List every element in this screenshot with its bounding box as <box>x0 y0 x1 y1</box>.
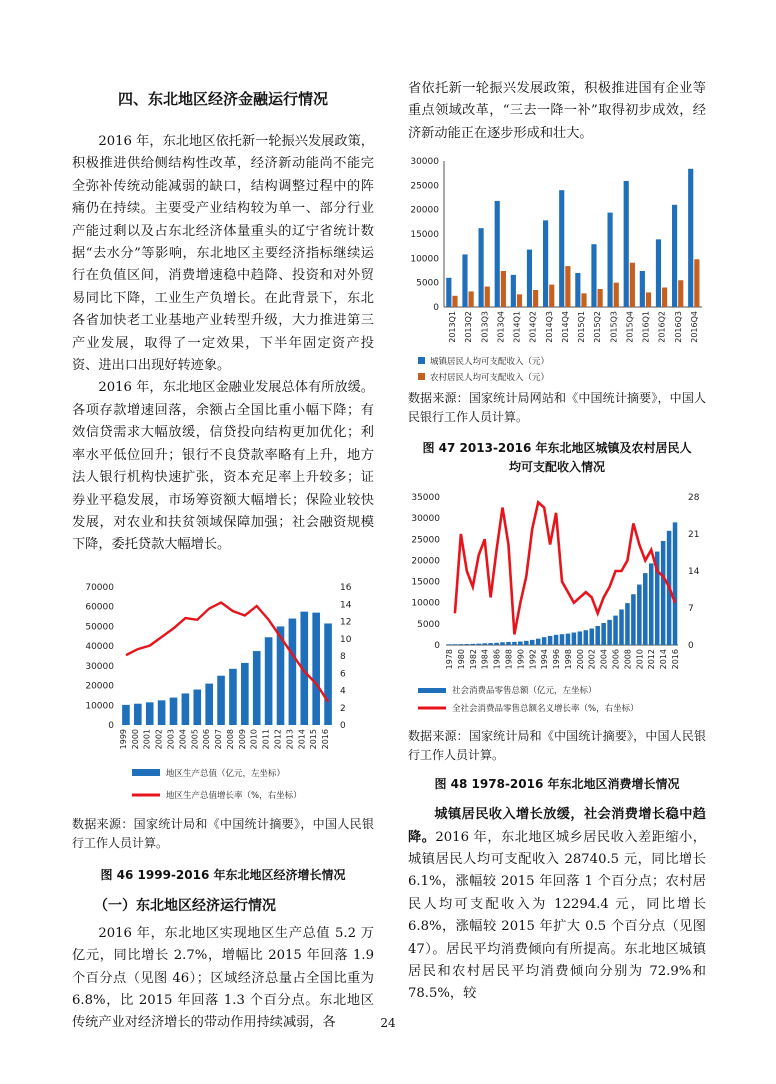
urban-income-bar <box>511 275 516 307</box>
x-tick-label: 2014 <box>297 728 307 750</box>
gdp-bar <box>170 697 178 724</box>
y-left-tick-label: 15000 <box>411 577 440 588</box>
x-tick-label: 2004 <box>599 649 609 670</box>
gdp-bar <box>324 623 332 725</box>
y-right-tick-label: 10 <box>340 634 352 645</box>
x-tick-label: 2016Q3 <box>673 311 683 343</box>
y-left-tick-label: 30000 <box>85 661 114 672</box>
urban-income-bar <box>543 221 548 308</box>
retail-sales-bar <box>637 585 642 645</box>
left-column <box>72 78 374 1035</box>
x-tick-label: 1986 <box>492 649 502 670</box>
retail-sales-bar <box>649 564 654 646</box>
rural-income-bar <box>598 289 603 307</box>
x-tick-label: 2006 <box>611 649 621 670</box>
x-tick-label: 2009 <box>237 728 247 750</box>
gdp-bar <box>241 663 249 725</box>
retail-sales-bar <box>572 633 577 645</box>
finance-paragraph: 2016 年，东北地区金融业发展总体有所放缓。各项存款增速回落，余额占全国比重小幅下降；有效信贷需求大幅放缓，信贷投向结构更加优化；利率水平低位回升；银行不良贷款率略有上升，地方法人银行机构快速扩张，资本充足率上升较多；证券业平稳发展，市场筹资额大幅增长；保险业较快发展，对农业和扶贫领域保障加强；社会融资规模下降，委托贷款大幅增长。 <box>72 380 374 553</box>
urban-income-bar <box>591 244 596 307</box>
y-left-tick-label: 70000 <box>85 582 114 593</box>
urban-income-bar <box>495 201 500 307</box>
retail-sales-bar <box>584 630 589 645</box>
x-tick-label: 2016Q4 <box>689 311 699 343</box>
retail-sales-bar <box>589 629 594 645</box>
retail-sales-bar <box>595 626 600 645</box>
urban-income-bar <box>656 240 661 308</box>
retail-sales-bar <box>453 644 458 645</box>
urban-income-bar <box>559 190 564 307</box>
y-right-tick-label: 16 <box>340 582 352 593</box>
rural-income-bar <box>452 296 457 307</box>
figure-48-caption: 图 48 1978-2016 年东北地区消费增长情况 <box>434 777 680 792</box>
rural-income-bar <box>549 285 554 307</box>
retail-sales-bar <box>607 620 612 645</box>
x-tick-label: 2016Q2 <box>657 311 667 343</box>
y-left-tick-label: 35000 <box>411 493 440 504</box>
x-tick-label: 2016Q1 <box>641 311 651 343</box>
rural-income-bar <box>694 260 699 308</box>
urban-income-bar <box>608 213 613 307</box>
retail-sales-bar <box>459 644 464 645</box>
y-left-tick-label: 20000 <box>411 556 440 567</box>
retail-sales-bar <box>661 541 666 645</box>
x-tick-label: 2014Q1 <box>512 311 522 343</box>
gdp-bar <box>289 618 297 724</box>
rural-income-bar <box>517 295 522 308</box>
y-right-tick-label: 28 <box>688 493 700 504</box>
gdp-bar <box>205 683 213 724</box>
x-tick-label: 2010 <box>635 649 645 670</box>
income-paragraph-lead: 城镇居民收入增长放缓，社会消费增长稳中趋降。 <box>408 807 706 845</box>
retail-sales-bar <box>494 643 499 645</box>
x-tick-label: 2004 <box>178 728 188 750</box>
retail-sales-bar <box>625 603 630 645</box>
figure-48-source: 数据来源：国家统计局和《中国统计摘要》，中国人民银行工作人员计算。 <box>408 729 706 763</box>
rural-income-bar <box>678 280 683 307</box>
legend-rural-label: 农村居民人均可支配收入（元） <box>430 373 550 384</box>
retail-sales-bar <box>536 639 541 645</box>
y-tick-label: 25000 <box>410 181 439 192</box>
retail-growth-line <box>455 503 675 635</box>
economy-paragraph: 2016 年，东北地区实现地区生产总值 5.2 万亿元，同比增长 2.7%，增幅比 2015 年回落 1.9 个百分点（见图 46）；区域经济总量占全国比重为 6.8%，比 2015 年回落 1.3 个百分点。东北地区传统产业对经济增长的带动作用持续减弱，各 <box>72 925 374 1031</box>
retail-sales-bar <box>601 623 606 645</box>
x-tick-label: 2003 <box>166 728 176 750</box>
urban-income-bar <box>672 205 677 307</box>
y-left-tick-label: 10000 <box>411 598 440 609</box>
x-tick-label: 1998 <box>563 649 573 670</box>
y-left-tick-label: 30000 <box>411 514 440 525</box>
x-tick-label: 2000 <box>575 649 585 670</box>
y-tick-label: 30000 <box>410 157 439 168</box>
x-tick-label: 1984 <box>480 649 490 670</box>
x-tick-label: 1996 <box>552 649 562 670</box>
gdp-bar <box>229 669 237 725</box>
y-right-tick-label: 2 <box>340 703 346 714</box>
rural-income-bar <box>646 293 651 308</box>
y-tick-label: 20000 <box>410 205 439 216</box>
rural-income-bar <box>501 271 506 307</box>
page-number: 24 <box>380 1016 396 1030</box>
gdp-bar <box>134 703 142 724</box>
figure-48-chart <box>408 491 706 723</box>
y-left-tick-label: 0 <box>108 720 114 731</box>
y-tick-label: 5000 <box>416 278 439 289</box>
figure-46-source: 数据来源：国家统计局和《中国统计摘要》，中国人民银行工作人员计算。 <box>72 816 374 850</box>
gdp-bar <box>312 612 320 724</box>
retail-sales-bar <box>482 644 487 646</box>
y-left-tick-label: 5000 <box>417 620 440 631</box>
gdp-growth-line <box>126 602 328 701</box>
retail-sales-bar <box>488 643 493 645</box>
legend-bar-label: 地区生产总值（亿元，左坐标） <box>166 768 286 779</box>
urban-income-bar <box>479 228 484 307</box>
urban-income-bar <box>527 250 532 307</box>
y-right-tick-label: 0 <box>688 641 694 652</box>
x-tick-label: 2014 <box>659 649 669 670</box>
gdp-bar <box>265 637 273 725</box>
x-tick-label: 2013 <box>285 728 295 750</box>
x-tick-label: 2005 <box>190 728 200 750</box>
retail-sales-bar <box>554 635 559 645</box>
rural-income-bar <box>565 266 570 307</box>
x-tick-label: 2015Q4 <box>625 311 635 343</box>
retail-sales-bar <box>500 642 505 645</box>
x-tick-label: 2007 <box>214 728 224 750</box>
x-tick-label: 2013Q3 <box>480 311 490 343</box>
right-column <box>408 78 706 1006</box>
legend-urban-label: 城镇居民人均可支配收入（元） <box>430 357 550 368</box>
gdp-bar <box>217 675 225 724</box>
urban-income-bar <box>640 271 645 307</box>
y-right-tick-label: 8 <box>340 651 346 662</box>
retail-sales-bar <box>613 616 618 645</box>
y-left-tick-label: 20000 <box>85 681 114 692</box>
x-tick-label: 1990 <box>516 649 526 670</box>
legend-bar-swatch <box>418 688 446 693</box>
y-right-tick-label: 0 <box>340 720 346 731</box>
legend-rural-swatch <box>418 373 425 380</box>
subsection-heading: （一）东北地区经济运行情况 <box>94 897 276 914</box>
x-tick-label: 1982 <box>468 649 478 670</box>
rural-income-bar <box>581 294 586 308</box>
gdp-bar <box>182 693 190 725</box>
x-tick-label: 2000 <box>130 728 140 750</box>
y-left-tick-label: 60000 <box>85 602 114 613</box>
y-right-tick-label: 12 <box>340 617 352 628</box>
x-tick-label: 2001 <box>142 728 152 750</box>
legend-urban-swatch <box>418 357 425 364</box>
rural-income-bar <box>469 292 474 308</box>
y-tick-label: 15000 <box>410 230 439 241</box>
income-paragraph <box>408 804 706 1006</box>
y-right-tick-label: 7 <box>688 604 694 615</box>
x-tick-label: 2010 <box>249 728 259 750</box>
retail-sales-bar <box>476 644 481 645</box>
x-tick-label: 2014Q3 <box>544 311 554 343</box>
section-heading: 四、东北地区经济金融运行情况 <box>117 90 328 108</box>
retail-sales-bar <box>530 640 535 645</box>
income-paragraph-body: 2016 年，东北地区城乡居民收入差距缩小，城镇居民人均可支配收入 28740.5 元，同比增长 6.1%，涨幅较 2015 年回落 1 个百分点；农村居民人均可支配收入为 12294.4 元，同比增长 6.8%，涨幅较 2015 年扩大 0.5 个百分点（见图 47）。居民平均消费倾向有所提高。东北地区城镇居民和农村居民平均消费倾向分别为 72.9%和 78.5%，较 <box>408 829 706 1002</box>
x-tick-label: 2013Q2 <box>464 311 474 343</box>
x-tick-label: 2015Q2 <box>593 311 603 343</box>
gdp-bar <box>146 702 154 725</box>
gdp-bar <box>158 700 166 725</box>
rural-income-bar <box>485 287 490 307</box>
y-left-tick-label: 50000 <box>85 622 114 633</box>
x-tick-label: 2014Q2 <box>528 311 538 343</box>
x-tick-label: 1978 <box>444 649 454 670</box>
x-tick-label: 2015Q3 <box>609 311 619 343</box>
y-left-tick-label: 40000 <box>85 641 114 652</box>
urban-income-bar <box>688 169 693 307</box>
urban-income-bar <box>575 273 580 307</box>
x-tick-label: 2011 <box>261 728 271 750</box>
figure-47-caption: 图 47 2013-2016 年东北地区城镇及农村居民人均可支配收入情况 <box>422 441 692 475</box>
x-tick-label: 2016 <box>671 649 681 670</box>
figure-47-source: 数据来源：国家统计局网站和《中国统计摘要》，中国人民银行工作人员计算。 <box>408 391 706 425</box>
y-left-tick-label: 25000 <box>411 535 440 546</box>
x-tick-label: 1999 <box>118 728 128 750</box>
retail-sales-bar <box>542 637 547 645</box>
y-left-tick-label: 10000 <box>85 701 114 712</box>
retail-sales-bar <box>447 644 452 645</box>
x-tick-label: 2013Q4 <box>496 311 506 343</box>
retail-sales-bar <box>631 594 636 645</box>
retail-sales-bar <box>643 573 648 645</box>
x-tick-label: 2013Q1 <box>448 311 458 343</box>
figure-46-caption: 图 46 1999-2016 年东北地区经济增长情况 <box>100 867 346 882</box>
y-right-tick-label: 14 <box>688 567 700 578</box>
legend-bar-swatch <box>132 769 160 776</box>
rural-income-bar <box>614 283 619 307</box>
legend-line-label: 全社会消费品零售总额名义增长率（%，右坐标） <box>452 704 639 715</box>
retail-sales-bar <box>524 641 529 645</box>
x-tick-label: 2012 <box>273 728 283 750</box>
figure-46-chart <box>72 577 374 809</box>
legend-bar-label: 社会消费品零售总额（亿元，左坐标） <box>452 686 597 697</box>
gdp-bar <box>122 705 130 725</box>
retail-sales-bar <box>471 644 476 645</box>
retail-sales-bar <box>673 523 678 646</box>
x-tick-label: 2008 <box>623 649 633 670</box>
urban-income-bar <box>624 181 629 307</box>
x-tick-label: 2002 <box>587 649 597 670</box>
figure-47-chart <box>408 155 706 387</box>
gdp-bar <box>193 689 201 724</box>
x-tick-label: 2016 <box>321 728 331 750</box>
y-tick-label: 10000 <box>410 254 439 265</box>
x-tick-label: 2015 <box>309 728 319 750</box>
rural-income-bar <box>630 263 635 307</box>
legend-line-label: 地区生产总值增长率（%，右坐标） <box>166 790 302 801</box>
retail-sales-bar <box>465 644 470 645</box>
retail-sales-bar <box>506 642 511 645</box>
rural-income-bar <box>533 290 538 307</box>
retail-sales-bar <box>619 610 624 646</box>
y-tick-label: 0 <box>433 303 439 314</box>
urban-income-bar <box>462 255 467 308</box>
intro-paragraph: 2016 年，东北地区依托新一轮振兴发展政策，积极推进供给侧结构性改革，经济新动能尚不能完全弥补传统动能减弱的缺口，结构调整过程中的阵痛仍在持续。主要受产业结构较为单一、部分行业产能过剩以及占东北经济体量重头的辽宁省统计数据“去水分”等影响，东北地区主要经济指标继续运行在负值区间，消费增速稳中趋降、投资和对外贸易同比下降，工业生产负增长。在此背景下，东北各省加快老工业基地产业转型升级，大力推进第三产业发展，取得了一定效果，下半年固定资产投资、进出口出现好转迹象。 <box>72 134 374 374</box>
x-tick-label: 2015Q1 <box>577 311 587 343</box>
y-left-tick-label: 0 <box>434 641 440 652</box>
y-right-tick-label: 6 <box>340 668 346 679</box>
x-tick-label: 1992 <box>528 649 538 670</box>
retail-sales-bar <box>566 634 571 645</box>
x-tick-label: 1988 <box>504 649 514 670</box>
x-tick-label: 2006 <box>202 728 212 750</box>
retail-sales-bar <box>518 642 523 646</box>
y-right-tick-label: 14 <box>340 599 352 610</box>
x-tick-label: 1994 <box>540 649 550 670</box>
retail-sales-bar <box>548 636 553 645</box>
retail-sales-bar <box>560 634 565 645</box>
y-right-tick-label: 21 <box>688 530 700 541</box>
x-tick-label: 2014Q4 <box>560 311 570 343</box>
urban-income-bar <box>446 278 451 307</box>
continued-paragraph: 省依托新一轮振兴发展政策，积极推进国有企业等重点领域改革，“三去一降一补”取得初步成效，经济新动能正在逐步形成和壮大。 <box>408 81 706 141</box>
retail-sales-bar <box>512 642 517 645</box>
x-tick-label: 2002 <box>154 728 164 750</box>
gdp-bar <box>253 651 261 725</box>
x-tick-label: 2012 <box>647 649 657 670</box>
retail-sales-bar <box>578 632 583 646</box>
y-right-tick-label: 4 <box>340 686 346 697</box>
x-tick-label: 2008 <box>225 728 235 750</box>
x-tick-label: 1980 <box>456 649 466 670</box>
rural-income-bar <box>662 288 667 307</box>
